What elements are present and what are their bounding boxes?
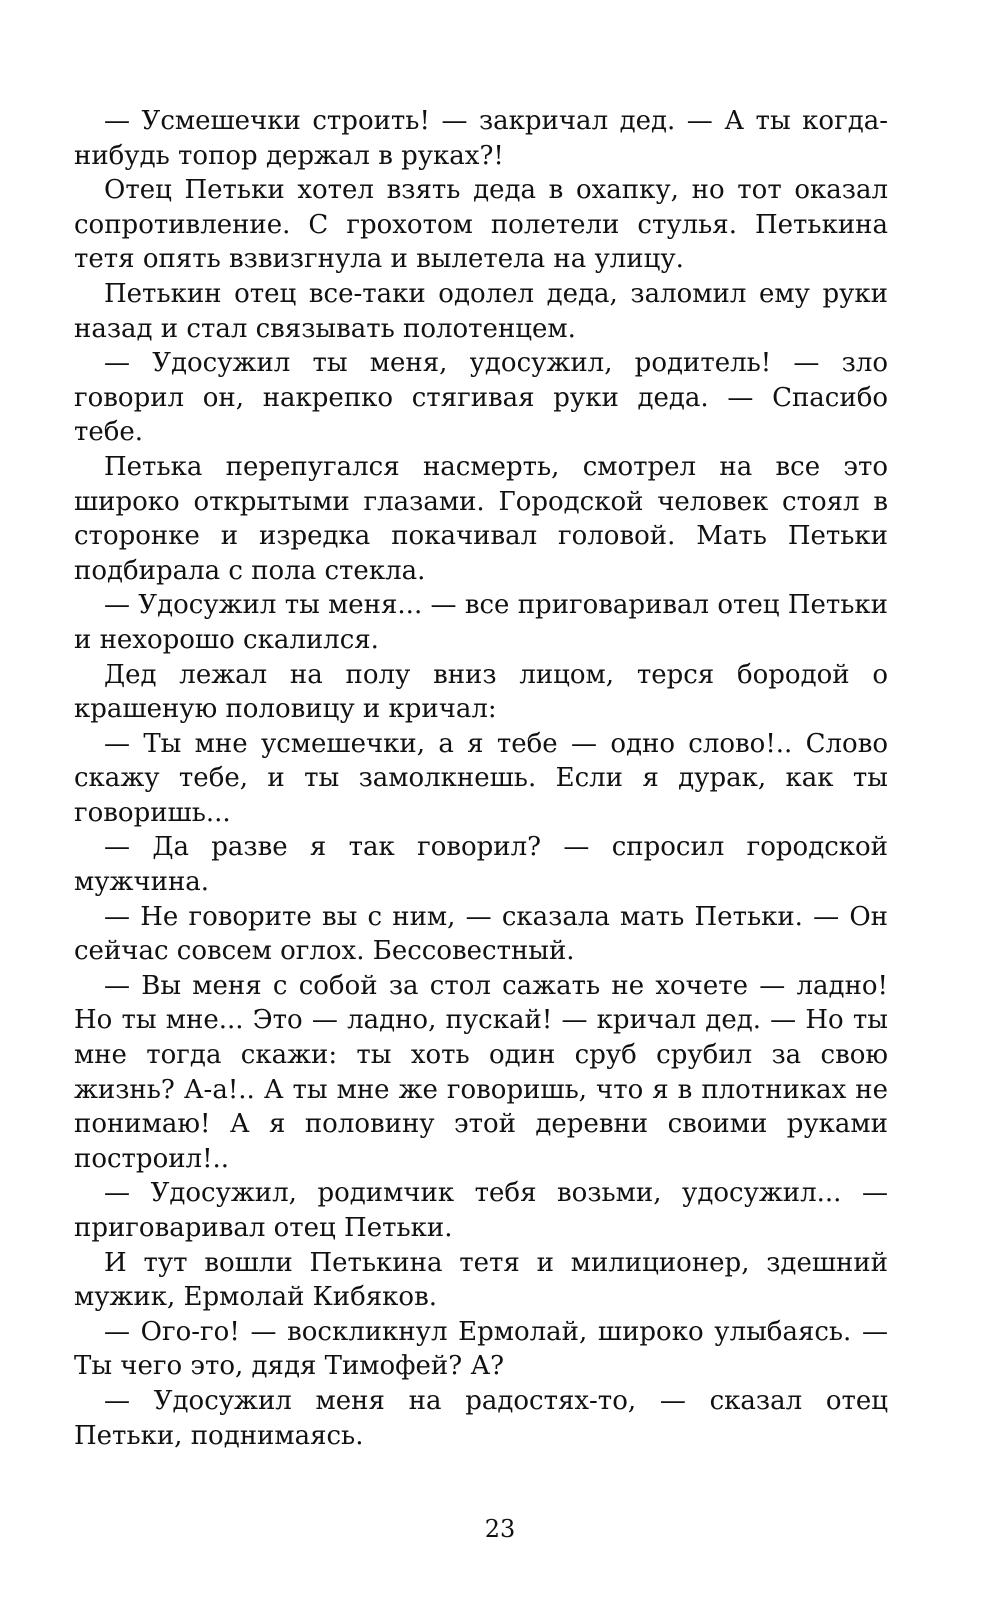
paragraph: И тут вошли Петькина тетя и милиционер, здешний мужик, Ермолай Кибяков. bbox=[74, 1247, 888, 1313]
paragraph: — Ты мне усмешечки, а я тебе — одно слово!.. Слово скажу тебе, и ты замолкнешь. Если я дурак, как ты говоришь... bbox=[74, 728, 888, 828]
paragraph: Дед лежал на полу вниз лицом, терся бородой о крашеную половицу и кричал: bbox=[74, 659, 888, 725]
page-number: 23 bbox=[484, 1515, 516, 1543]
paragraph: — Да разве я так говорил? — спросил городской мужчина. bbox=[74, 832, 888, 898]
paragraph: — Удосужил ты меня, удосужил, родитель! — зло говорил он, накрепко стягивая руки деда. — Спасибо тебе. bbox=[74, 348, 888, 448]
paragraph: Отец Петьки хотел взять деда в охапку, но тот оказал сопротивление. С грохотом полетели стулья. Петькина тетя опять взвизгнула и вылетела на улицу. bbox=[74, 175, 888, 275]
paragraph: — Удосужил, родимчик тебя возьми, удосужил... — приговаривал отец Петьки. bbox=[74, 1178, 888, 1243]
paragraph: — Вы меня с собой за стол сажать не хочете — ладно! Но ты мне... Это — ладно, пускай! — кричал дед. — Но ты мне тогда скажи: ты хоть один сруб срубил за свою жизнь? А-а!.. А ты мне же говоришь, что я в плотниках не понимаю! А я половину этой деревни своими руками построил!.. bbox=[74, 970, 888, 1174]
paragraph: — Ого-го! — воскликнул Ермолай, широко улыбаясь. — Ты чего это, дядя Тимофей? А? bbox=[74, 1316, 888, 1382]
paragraph: Петька перепугался насмерть, смотрел на все это широко открытыми глазами. Городской человек стоял в сторонке и изредка покачивал головой. Мать Петьки подбирала с пола стекла. bbox=[74, 451, 888, 586]
paragraph: — Удосужил меня на радостях-то, — сказал отец Петьки, поднимаясь. bbox=[74, 1385, 888, 1451]
paragraph: — Удосужил ты меня... — все приговаривал отец Петьки и нехорошо скалился. bbox=[74, 590, 888, 655]
body-text bbox=[74, 104, 888, 1453]
paragraph: Петькин отец все-таки одолел деда, заломил ему руки назад и стал связывать полотенцем. bbox=[74, 278, 888, 344]
paragraph: — Усмешечки строить! — закричал дед. — А ты когда-нибудь топор держал в руках?! bbox=[74, 106, 888, 171]
paragraph: — Не говорите вы с ним, — сказала мать Петьки. — Он сейчас совсем оглох. Бессовестный. bbox=[74, 901, 888, 967]
